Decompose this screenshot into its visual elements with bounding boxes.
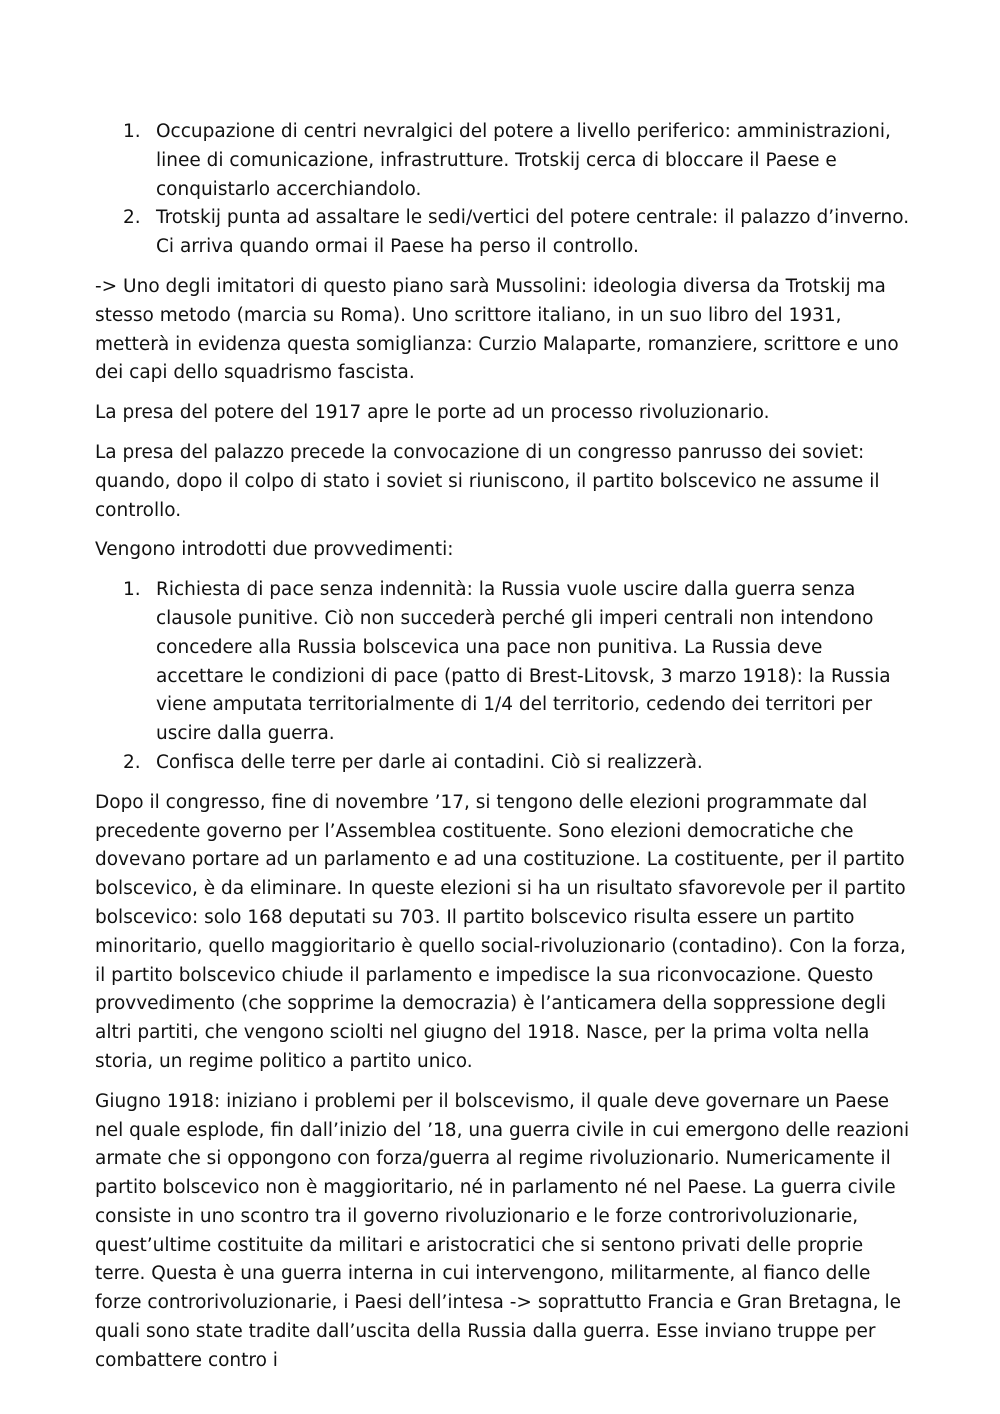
paragraph-presa-del-potere: La presa del potere del 1917 apre le porte ad un processo rivoluzionario. [95,402,770,424]
paragraph-mussolini: -> Uno degli imitatori di questo piano sarà Mussolini: ideologia diversa da Trotskij ma stesso metodo (marcia su Roma). Uno scrittore italiano, in un suo libro del 1931, metterà in evidenza questa somiglianza: Curzio Malaparte, romanziere, scrittore e uno dei capi dello squadrismo fascista. [95,275,899,384]
paragraph-provvedimenti-intro: Vengono introdotti due provvedimenti: [95,539,454,561]
list-item [95,749,910,778]
list-item-text: Confisca delle terre per darle ai contadini. Ciò si realizzerà. [156,751,703,773]
paragraph-congresso-soviet: La presa del palazzo precede la convocazione di un congresso panrusso dei soviet: quando, dopo il colpo di stato i soviet si riuniscono, il partito bolscevico ne assume il controllo. [95,441,880,521]
numbered-list-methods [95,118,910,262]
paragraph-guerra-civile: Giugno 1918: iniziano i problemi per il bolscevismo, il quale deve governare un Paese nel quale esplode, fin dall’inizio del ’18, una guerra civile in cui emergono delle reazioni armate che si oppongono con forza/guerra al regime rivoluzionario. Numericamente il partito bolscevico non è maggioritario, né in parlamento né nel Paese. La guerra civile consiste in uno scontro tra il governo rivoluzionario e le forze controrivoluzionarie, quest’ultime costituite da militari e aristocratici che si sentono privati delle proprie terre. Questa è una guerra interna in cui intervengono, militarmente, al fianco delle forze controrivoluzionarie, i Paesi dell’intesa -> soprattutto Francia e Gran Bretagna, le quali sono state tradite dall’uscita della Russia dalla guerra. Esse inviano truppe per combattere contro i [95,1090,910,1371]
list-item [95,118,910,204]
paragraph-assemblea-costituente: Dopo il congresso, fine di novembre ’17, si tengono delle elezioni programmate dal precedente governo per l’Assemblea costituente. Sono elezioni democratiche che dovevano portare ad un parlamento e ad una costituzione. La costituente, per il partito bolscevico, è da eliminare. In queste elezioni si ha un risultato sfavorevole per il partito bolscevico: solo 168 deputati su 703. Il partito bolscevico risulta essere un partito minoritario, quello maggioritario è quello social-rivoluzionario (contadino). Con la forza, il partito bolscevico chiude il parlamento e impedisce la sua riconvocazione. Questo provvedimento (che sopprime la democrazia) è l’anticamera della soppressione degli altri partiti, che vengono sciolti nel giugno del 1918. Nasce, per la prima volta nella storia, un regime politico a partito unico. [95,791,906,1072]
numbered-list-provvedimenti [95,576,910,778]
list-number: 1. [123,121,141,142]
list-item-text: Trotskij punta ad assaltare le sedi/vertici del potere centrale: il palazzo d’inverno. Ci arriva quando ormai il Paese ha perso il controllo. [156,207,910,258]
list-item-text: Richiesta di pace senza indennità: la Russia vuole uscire dalla guerra senza clausole punitive. Ciò non succederà perché gli imperi centrali non intendono concedere alla Russia bolscevica una pace non punitiva. La Russia deve accettare le condizioni di pace (patto di Brest-Litovsk, 3 marzo 1918): la Russia viene amputata territorialmente di 1/4 del territorio, cedendo dei territori per uscire dalla guerra. [156,579,891,745]
list-item [95,204,910,262]
list-number: 2. [123,207,141,229]
list-number: 2. [123,751,141,773]
document-page [95,118,910,1387]
list-number: 1. [123,579,141,601]
list-item [95,576,910,749]
list-item-text: Occupazione di centri nevralgici del potere a livello periferico: amministrazioni, linee di comunicazione, infrastrutture. Trotskij cerca di bloccare il Paese e conquistarlo accerchiandolo. [156,121,891,200]
